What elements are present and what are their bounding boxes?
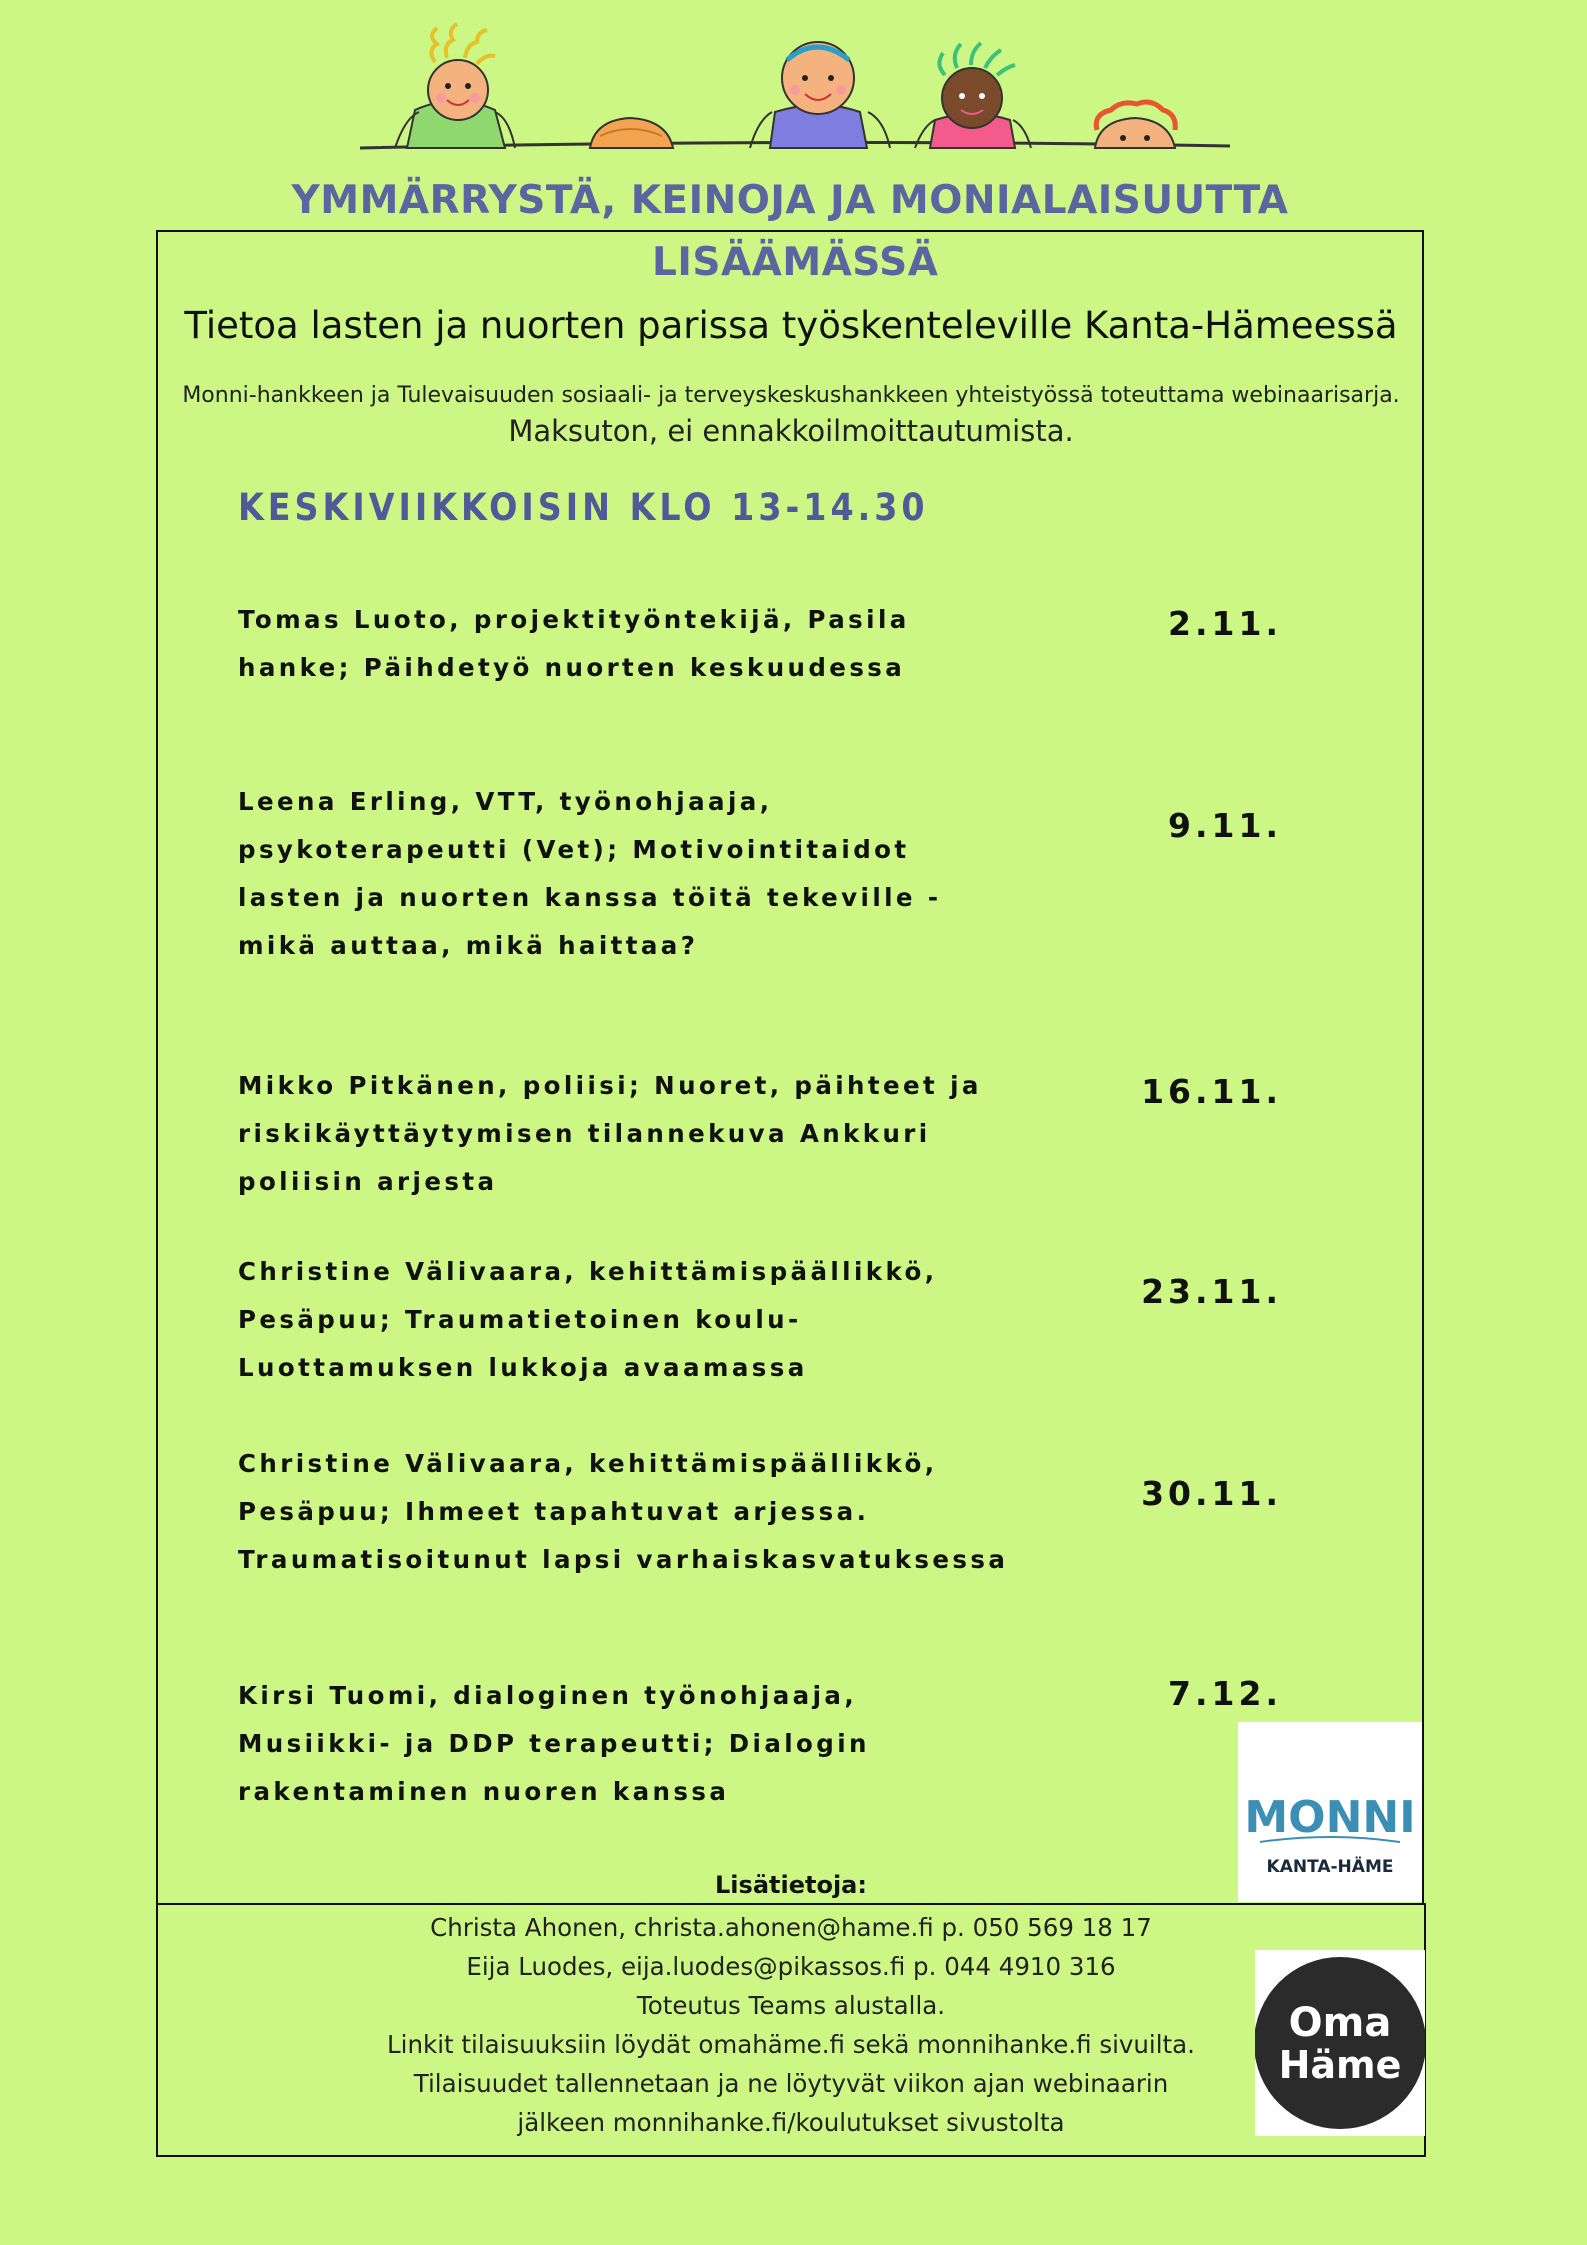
event-desc-line: Kirsi Tuomi, dialoginen työnohjaaja,	[238, 1681, 858, 1710]
event-desc-line: Leena Erling, VTT, työnohjaaja,	[238, 787, 773, 816]
oma-text: Oma	[1288, 2000, 1392, 2046]
event-desc-line: mikä auttaa, mikä haittaa?	[238, 931, 699, 960]
page-subtitle: Tietoa lasten ja nuorten parissa työskenteleville Kanta-Hämeessä	[184, 304, 1398, 347]
event-desc-line: Musiikki- ja DDP terapeutti; Dialogin	[238, 1729, 870, 1758]
event-desc-line: Mikko Pitkänen, poliisi; Nuoret, päihteet ja	[238, 1071, 982, 1100]
event-desc-line: lasten ja nuorten kanssa töitä tekeville -	[238, 883, 942, 912]
event-5	[238, 1440, 1018, 1584]
free-notice: Maksuton, ei ennakkoilmoittautumista.	[508, 414, 1074, 448]
event-desc-line: psykoterapeutti (Vet); Motivointitaidot	[238, 835, 910, 864]
event-date: 9.11.	[1168, 806, 1282, 845]
event-6	[238, 1672, 1018, 1816]
contact-line: Christa Ahonen, christa.ahonen@hame.fi p. 050 569 18 17	[430, 1913, 1152, 1942]
event-date: 7.12.	[1168, 1674, 1282, 1713]
info-line: Toteutus Teams alustalla.	[636, 1991, 946, 2020]
event-desc-line: Christine Välivaara, kehittämispäällikkö,	[238, 1449, 938, 1478]
hame-text: Häme	[1278, 2043, 1402, 2087]
event-date: 16.11.	[1141, 1072, 1282, 1111]
event-1	[238, 596, 1018, 692]
event-date: 23.11.	[1141, 1272, 1282, 1311]
event-desc-line: poliisin arjesta	[238, 1167, 498, 1196]
event-4	[238, 1248, 1018, 1392]
event-desc-line: Traumatisoitunut lapsi varhaiskasvatuksessa	[238, 1545, 1009, 1574]
event-3	[238, 1062, 1018, 1206]
event-desc-line: hanke; Päihdetyö nuorten keskuudessa	[238, 653, 906, 682]
info-line: Linkit tilaisuuksiin löydät omahäme.fi sekä monnihanke.fi sivuilta.	[387, 2030, 1195, 2059]
event-desc-line: Tomas Luoto, projektityöntekijä, Pasila	[238, 605, 910, 634]
event-desc-line: rakentaminen nuoren kanssa	[238, 1777, 730, 1806]
children-illustration	[355, 20, 1235, 160]
monni-name: MONNI	[1244, 1792, 1416, 1843]
page-title-line2: LISÄÄMÄSSÄ	[640, 238, 950, 288]
event-date: 30.11.	[1141, 1474, 1282, 1513]
event-desc-line: riskikäyttäytymisen tilannekuva Ankkuri	[238, 1119, 931, 1148]
event-desc-line: Christine Välivaara, kehittämispäällikkö,	[238, 1257, 938, 1286]
monni-region: KANTA-HÄME	[1266, 1857, 1394, 1877]
contact-line: Eija Luodes, eija.luodes@pikassos.fi p. 044 4910 316	[466, 1952, 1116, 1981]
schedule-heading: KESKIVIIKKOISIN KLO 13-14.30	[238, 486, 929, 529]
event-desc-line: Luottamuksen lukkoja avaamassa	[238, 1353, 808, 1382]
info-line: Tilaisuudet tallennetaan ja ne löytyvät viikon ajan webinaarin	[413, 2069, 1169, 2098]
event-desc-line: Pesäpuu; Ihmeet tapahtuvat arjessa.	[238, 1497, 870, 1526]
more-info-heading: Lisätietoja:	[715, 1871, 867, 1899]
event-date: 2.11.	[1168, 604, 1282, 643]
event-desc-line: Pesäpuu; Traumatietoinen koulu-	[238, 1305, 802, 1334]
series-description: Monni-hankkeen ja Tulevaisuuden sosiaali- ja terveyskeskushankkeen yhteistyössä toteuttama webinaarisarja.	[182, 383, 1400, 408]
page-title-line1: YMMÄRRYSTÄ, KEINOJA JA MONIALAISUUTTA	[220, 176, 1360, 226]
event-2	[238, 778, 1018, 970]
info-line: jälkeen monnihanke.fi/koulutukset sivustolta	[517, 2108, 1065, 2137]
